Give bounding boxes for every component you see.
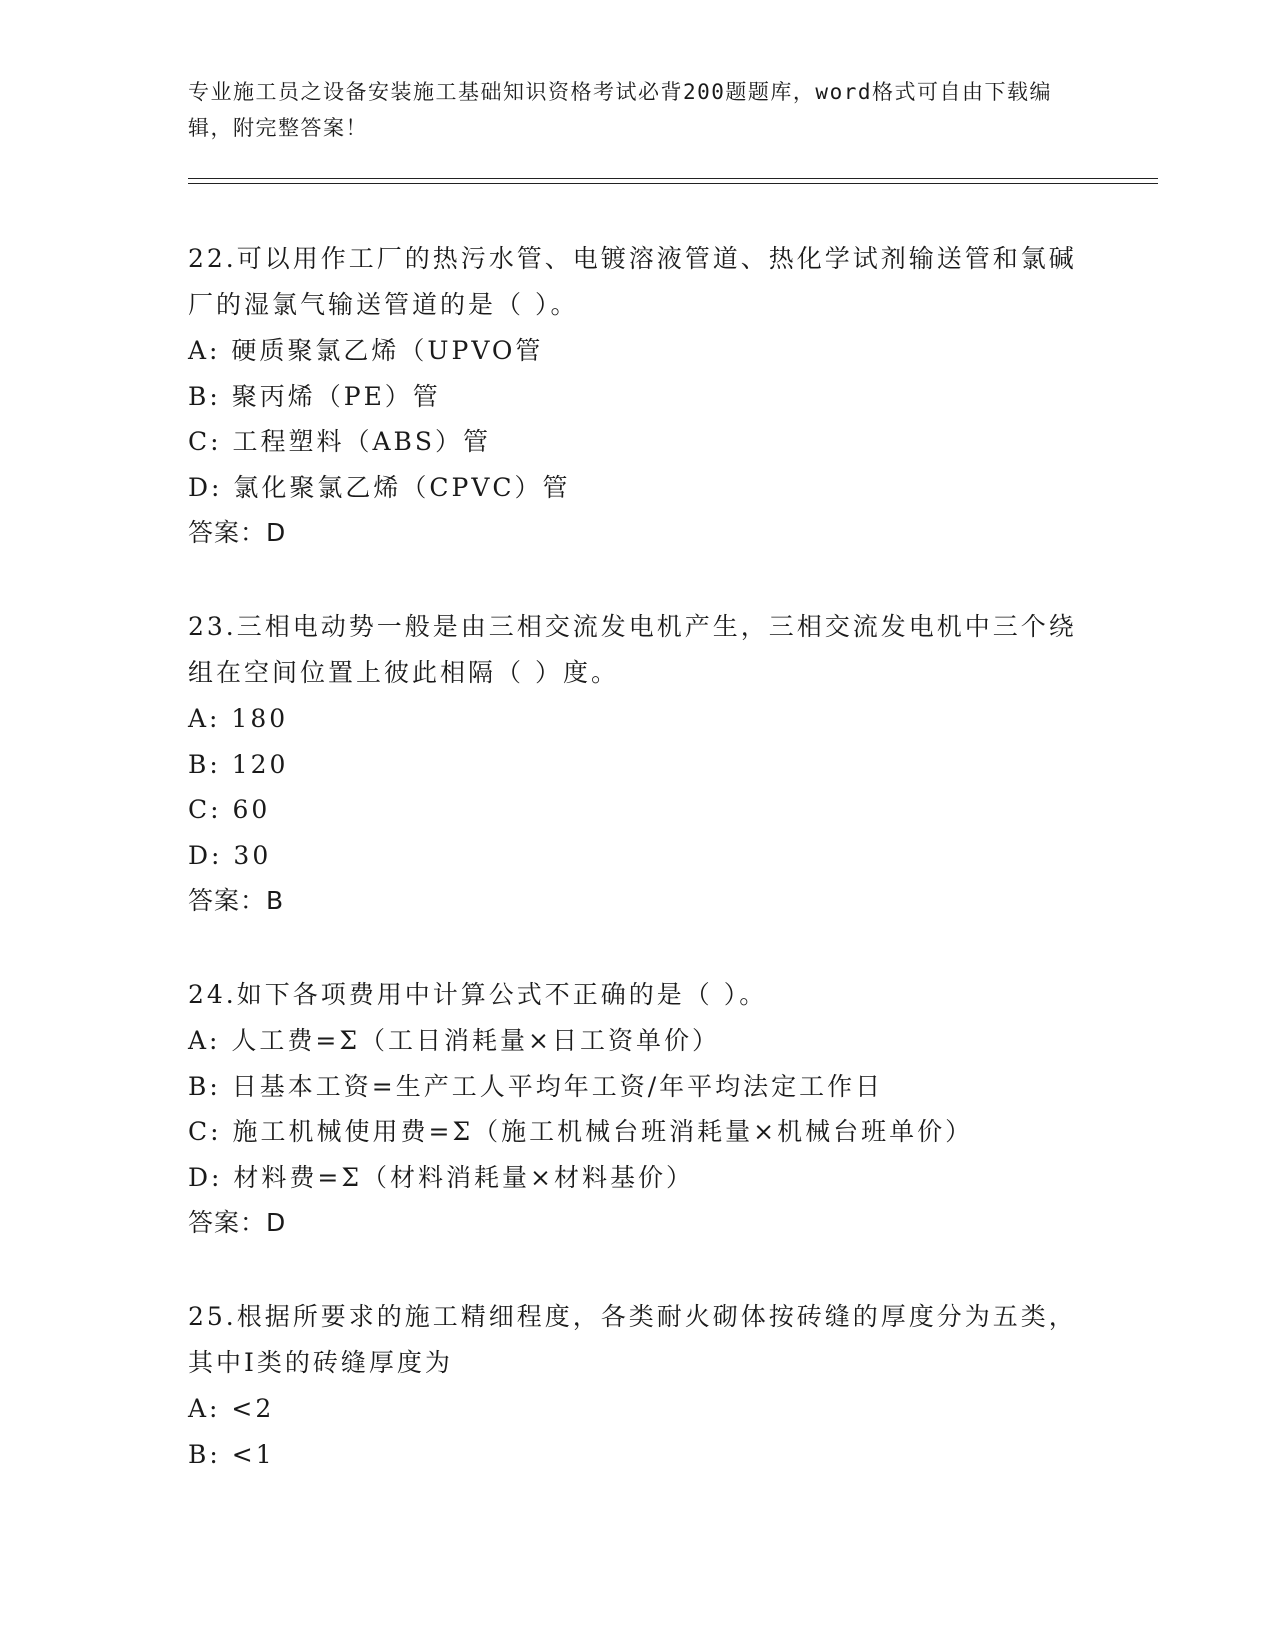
- answer-line: 答案：B: [188, 886, 285, 916]
- document-header: 专业施工员之设备安装施工基础知识资格考试必背200题题库，word格式可自由下载编辑，附完整答案！: [188, 80, 1052, 140]
- option-b: B: <1: [188, 1439, 275, 1469]
- answer-line: 答案：D: [188, 1208, 287, 1238]
- option-c: C: 60: [188, 795, 271, 825]
- question-24: [188, 972, 1088, 1246]
- question-stem: 22.可以用作工厂的热污水管、电镀溶液管道、热化学试剂输送管和氯碱厂的湿氯气输送管道的是（ ）。: [188, 244, 1077, 319]
- question-22: [188, 236, 1088, 556]
- option-d: D: 材料费=Σ（材料消耗量×材料基价）: [188, 1162, 694, 1192]
- option-a: A: 硬质聚氯乙烯（UPVO管: [188, 336, 544, 365]
- question-stem: 23.三相电动势一般是由三相交流发电机产生，三相交流发电机中三个绕组在空间位置上彼此相隔（ ）度。: [188, 611, 1077, 687]
- option-d: D: 氯化聚氯乙烯（CPVC）管: [188, 472, 571, 502]
- answer-line: 答案：D: [188, 518, 287, 548]
- option-b: B: 聚丙烯（PE）管: [188, 381, 441, 411]
- option-b: B: 日基本工资=生产工人平均年工资/年平均法定工作日: [188, 1071, 884, 1101]
- option-c: C: 工程塑料（ABS）管: [188, 427, 492, 457]
- question-list: [188, 236, 1088, 1525]
- header-divider-top: [188, 178, 1158, 179]
- question-stem: 25.根据所要求的施工精细程度，各类耐火砌体按砖缝的厚度分为五类，其中Ⅰ类的砖缝厚度为: [188, 1301, 1077, 1377]
- option-c: C: 施工机械使用费=Σ（施工机械台班消耗量×机械台班单价）: [188, 1117, 974, 1147]
- option-a: A: 人工费=Σ（工日消耗量×日工资单价）: [188, 1025, 720, 1055]
- question-stem: 24.如下各项费用中计算公式不正确的是（ ）。: [188, 979, 768, 1009]
- option-a: A: <2: [188, 1393, 275, 1423]
- option-a: A: 180: [188, 703, 289, 733]
- option-d: D: 30: [188, 840, 272, 870]
- header-divider-bottom: [188, 183, 1158, 184]
- question-25: [188, 1294, 1088, 1477]
- question-23: [188, 604, 1088, 924]
- option-b: B: 120: [188, 749, 289, 779]
